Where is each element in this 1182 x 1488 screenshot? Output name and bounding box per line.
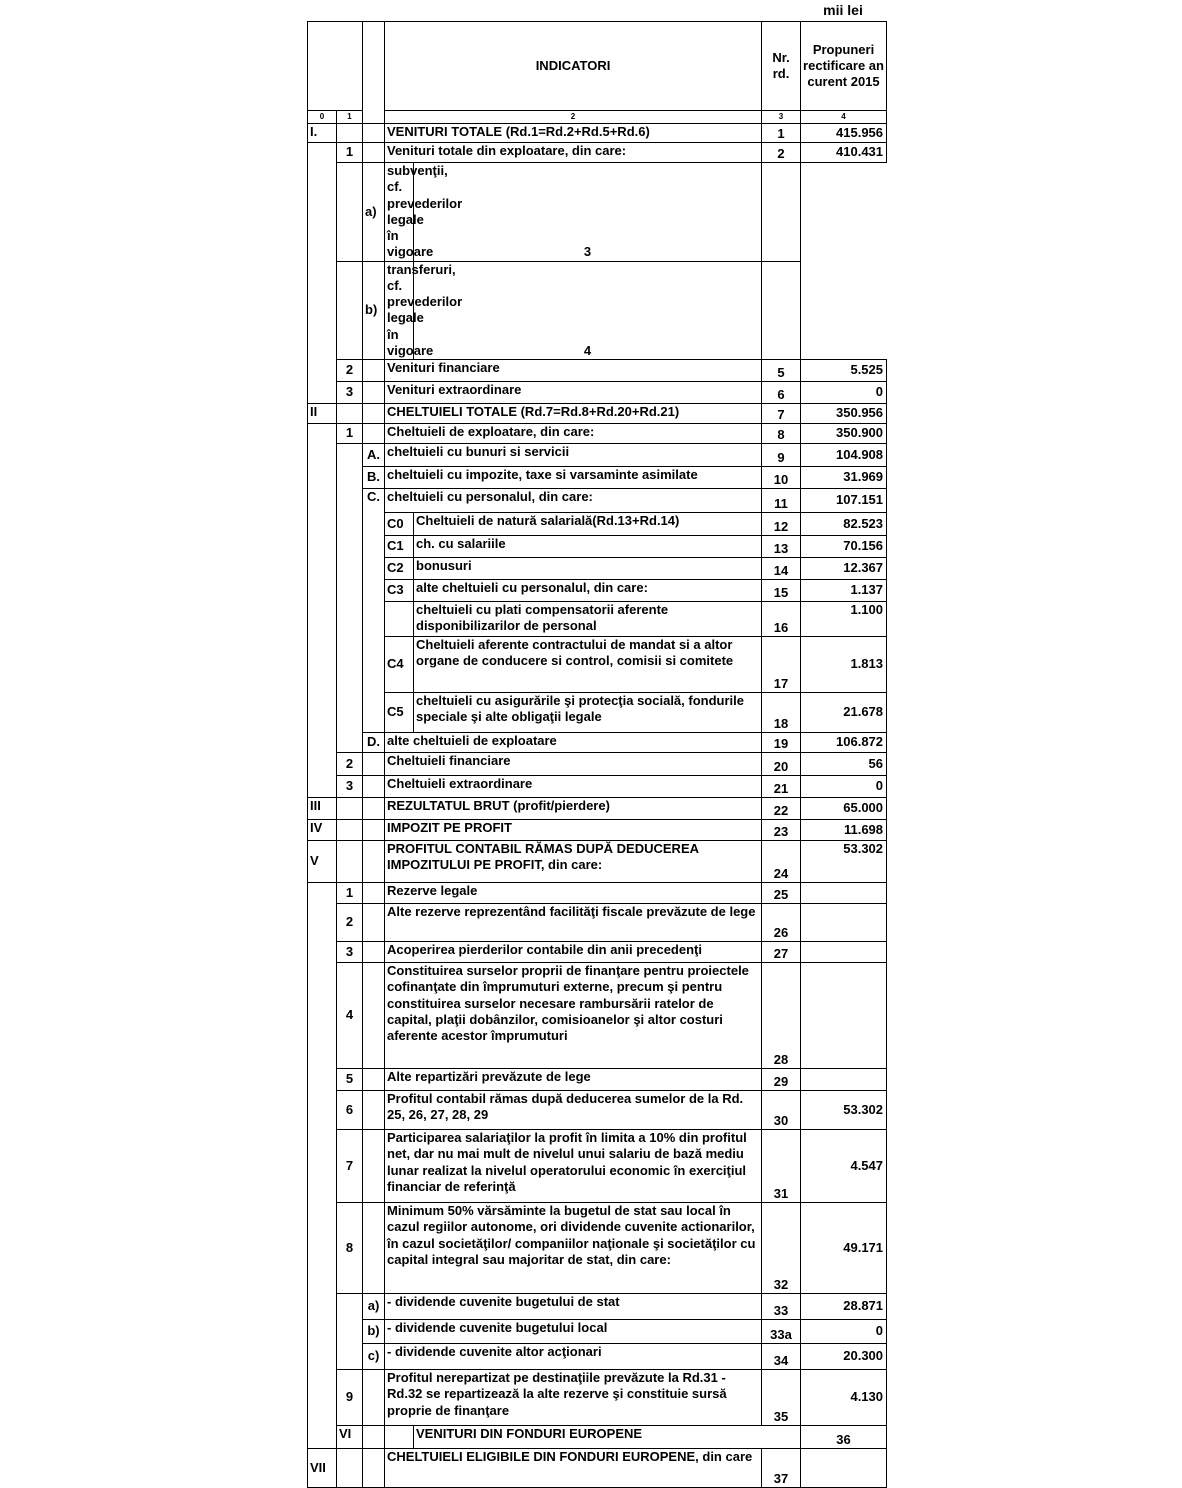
row-number: 19 <box>762 733 801 753</box>
indicator-label: Alte repartizări prevăzute de lege <box>385 1069 762 1091</box>
indicator-label: REZULTATUL BRUT (profit/pierdere) <box>385 798 762 820</box>
empty-cell <box>337 841 363 883</box>
indicator-label: CHELTUIELI TOTALE (Rd.7=Rd.8+Rd.20+Rd.21) <box>385 404 762 424</box>
table-row <box>308 1203 887 1294</box>
row-number: 37 <box>762 1449 801 1488</box>
indicator-label: - dividende cuvenite bugetului local <box>385 1320 762 1344</box>
indicator-label: Alte rezerve reprezentând facilităţi fiscale prevăzute de lege <box>385 904 762 942</box>
empty-cell <box>363 820 385 841</box>
row-value: 65.000 <box>801 798 887 820</box>
row-number: 1 <box>762 124 801 143</box>
indicator-label: cheltuieli cu asigurările şi protecţia socială, fondurile speciale şi alte obligaţii legale <box>414 693 762 733</box>
empty-cell <box>363 798 385 820</box>
row-value: 4.130 <box>801 1370 887 1426</box>
table-row <box>308 444 887 467</box>
row-value: 106.872 <box>801 733 887 753</box>
empty-cell <box>363 382 385 404</box>
indicator-label: Constituirea surselor proprii de finanţare pentru proiectele cofinanţate din împrumuturi externe, precum şi pentru constituirea surselor necesare rambursării ratelor de capital, plaţii dobânzilor, comisioanelor şi altor costuri aferente acestor împrumuturi <box>385 963 762 1069</box>
row-number: 10 <box>762 467 801 489</box>
table-row <box>308 261 887 360</box>
empty-cell <box>385 602 414 637</box>
indicator-label: Cheltuieli extraordinare <box>385 776 762 798</box>
row-value: 1.100 <box>801 602 887 637</box>
row-value: 410.431 <box>801 143 887 163</box>
table-row <box>308 883 887 904</box>
row-value: 5.525 <box>801 360 887 382</box>
table-row <box>308 1426 887 1449</box>
table-row <box>308 753 887 776</box>
row-value: 53.302 <box>801 841 887 883</box>
indicator-label: VENITURI DIN FONDURI EUROPENE <box>414 1426 801 1449</box>
roman-numeral: VI <box>337 1426 363 1449</box>
indicator-label: Profitul contabil rămas după deducerea sumelor de la Rd. 25, 26, 27, 28, 29 <box>385 1091 762 1130</box>
empty-cell <box>363 942 385 963</box>
row-value: 56 <box>801 753 887 776</box>
row-value <box>762 163 801 262</box>
header-propuneri: Propuneri rectificare an curent 2015 <box>801 22 887 111</box>
table-row <box>308 1320 887 1344</box>
row-number: 3 <box>414 163 762 262</box>
row-number: 31 <box>762 1130 801 1203</box>
row-value: 1.137 <box>801 580 887 602</box>
sub-number: 6 <box>337 1091 363 1130</box>
roman-numeral: V <box>308 841 337 883</box>
table-row <box>308 602 887 637</box>
row-number: 18 <box>762 693 801 733</box>
empty-cell <box>337 124 363 143</box>
row-code: B. <box>363 467 385 489</box>
empty-cell <box>363 1426 385 1449</box>
row-number: 5 <box>762 360 801 382</box>
row-value: 82.523 <box>801 513 887 536</box>
indicator-label: Venituri totale din exploatare, din care: <box>385 143 762 163</box>
indicator-label: Rezerve legale <box>385 883 762 904</box>
row-number: 24 <box>762 841 801 883</box>
empty-cell <box>363 143 385 163</box>
row-number: 21 <box>762 776 801 798</box>
empty-cell <box>363 841 385 883</box>
row-code: C1 <box>385 536 414 558</box>
row-value: 107.151 <box>801 489 887 513</box>
indicator-label: IMPOZIT PE PROFIT <box>385 820 762 841</box>
row-number: 16 <box>762 602 801 637</box>
column-number-blank <box>363 111 385 124</box>
indicator-label: Cheltuieli financiare <box>385 753 762 776</box>
sub-number: 2 <box>337 904 363 942</box>
table-row <box>308 1130 887 1203</box>
row-value: 11.698 <box>801 820 887 841</box>
row-value: 12.367 <box>801 558 887 580</box>
table-row <box>308 513 887 536</box>
sub-number: 5 <box>337 1069 363 1091</box>
row-code: b) <box>363 261 385 360</box>
row-value <box>762 261 801 360</box>
row-code: A. <box>363 444 385 467</box>
indicator-label: PROFITUL CONTABIL RĂMAS DUPĂ DEDUCEREA IMPOZITULUI PE PROFIT, din care: <box>385 841 762 883</box>
indicator-label: bonusuri <box>414 558 762 580</box>
unit-label: mii lei <box>823 2 863 18</box>
row-code: b) <box>363 1320 385 1344</box>
sub-number: 3 <box>337 942 363 963</box>
indicator-label: transferuri, cf. prevederilor legale în vigoare <box>385 261 414 360</box>
roman-numeral: I. <box>308 124 337 143</box>
sub-number: 2 <box>337 753 363 776</box>
row-value: 28.871 <box>801 1294 887 1320</box>
row-number: 12 <box>762 513 801 536</box>
roman-numeral: II <box>308 404 337 424</box>
indicator-label: Minimum 50% vărsăminte la bugetul de stat sau local în cazul regiilor autonome, ori dividende cuvenite actionarilor, în cazul societăţilor/ companiilor naţionale şi societăţilor cu capital integral sau majoritar de stat, din care: <box>385 1203 762 1294</box>
empty-cell <box>363 963 385 1069</box>
indicator-label: VENITURI TOTALE (Rd.1=Rd.2+Rd.5+Rd.6) <box>385 124 762 143</box>
row-value: 0 <box>801 382 887 404</box>
table-row <box>308 1370 887 1426</box>
column-number: 2 <box>385 111 762 124</box>
table-row <box>308 1069 887 1091</box>
indicator-label: CHELTUIELI ELIGIBILE DIN FONDURI EUROPENE, din care <box>385 1449 762 1488</box>
empty-cell <box>363 883 385 904</box>
row-code: D. <box>363 733 385 753</box>
row-value <box>801 904 887 942</box>
row-number: 6 <box>762 382 801 404</box>
row-value: 53.302 <box>801 1091 887 1130</box>
row-value: 21.678 <box>801 693 887 733</box>
table-row <box>308 536 887 558</box>
row-number: 33 <box>762 1294 801 1320</box>
row-number: 36 <box>801 1426 887 1449</box>
indicator-label: Profitul nerepartizat pe destinaţiile prevăzute la Rd.31 - Rd.32 se repartizează la alte rezerve şi constituie sursă proprie de finanţare <box>385 1370 762 1426</box>
indicator-label: - dividende cuvenite bugetului de stat <box>385 1294 762 1320</box>
row-number: 17 <box>762 637 801 693</box>
indicator-label: alte cheltuieli de exploatare <box>385 733 762 753</box>
indicator-label: Venituri extraordinare <box>385 382 762 404</box>
empty-cell <box>363 404 385 424</box>
table-row <box>308 904 887 942</box>
row-value <box>801 963 887 1069</box>
row-number: 4 <box>414 261 762 360</box>
header-blank-cell <box>308 22 363 111</box>
row-number: 33a <box>762 1320 801 1344</box>
empty-cell <box>308 424 337 798</box>
sub-number: 1 <box>337 883 363 904</box>
indicator-label: Cheltuieli de exploatare, din care: <box>385 424 762 444</box>
empty-cell <box>363 1069 385 1091</box>
table-row <box>308 360 887 382</box>
row-code: C3 <box>385 580 414 602</box>
empty-cell <box>363 124 385 143</box>
table-row <box>308 942 887 963</box>
empty-cell <box>337 404 363 424</box>
row-value <box>801 942 887 963</box>
row-value: 0 <box>801 776 887 798</box>
empty-cell <box>363 1091 385 1130</box>
sub-number: 1 <box>337 424 363 444</box>
sub-number: 3 <box>337 382 363 404</box>
column-number: 3 <box>762 111 801 124</box>
table-row <box>308 1344 887 1370</box>
table-row <box>308 558 887 580</box>
empty-cell <box>363 753 385 776</box>
row-code: C5 <box>385 693 414 733</box>
row-value <box>801 1449 887 1488</box>
header-row <box>308 22 887 111</box>
row-code: C4 <box>385 637 414 693</box>
roman-numeral: VII <box>308 1449 337 1488</box>
sub-number: 8 <box>337 1203 363 1294</box>
table-row <box>308 404 887 424</box>
row-code: c) <box>363 1344 385 1370</box>
sub-number: 4 <box>337 963 363 1069</box>
empty-cell <box>337 444 363 753</box>
empty-cell <box>385 1426 414 1449</box>
indicator-label: subvenţii, cf. prevederilor legale în vigoare <box>385 163 414 262</box>
table-row <box>308 124 887 143</box>
table-row <box>308 580 887 602</box>
sub-number: 3 <box>337 776 363 798</box>
empty-cell <box>337 1449 363 1488</box>
row-number: 26 <box>762 904 801 942</box>
row-number: 29 <box>762 1069 801 1091</box>
sub-number: 2 <box>337 360 363 382</box>
row-number: 22 <box>762 798 801 820</box>
row-number: 32 <box>762 1203 801 1294</box>
row-number: 25 <box>762 883 801 904</box>
table-row <box>308 143 887 163</box>
table-row <box>308 841 887 883</box>
indicator-label: cheltuieli cu plati compensatorii aferente disponibilizarilor de personal <box>414 602 762 637</box>
empty-cell <box>363 1130 385 1203</box>
indicator-label: Participarea salariaţilor la profit în limita a 10% din profitul net, dar nu mai mult de nivelul unui salariu de bază mediu lunar realizat la nivelul operatorului economic în exerciţiul financiar de referinţă <box>385 1130 762 1203</box>
empty-cell <box>363 1370 385 1426</box>
table-row <box>308 424 887 444</box>
row-value: 1.813 <box>801 637 887 693</box>
table-row <box>308 776 887 798</box>
table-row <box>308 637 887 693</box>
indicator-label: Acoperirea pierderilor contabile din anii precedenţi <box>385 942 762 963</box>
column-number: 0 <box>308 111 337 124</box>
indicator-label: Cheltuieli aferente contractului de mandat si a altor organe de conducere si control, comisii si comitete <box>414 637 762 693</box>
indicator-label: cheltuieli cu impozite, taxe si varsaminte asimilate <box>385 467 762 489</box>
column-number-row <box>308 111 887 124</box>
row-value: 31.969 <box>801 467 887 489</box>
row-number: 9 <box>762 444 801 467</box>
sub-number: 9 <box>337 1370 363 1426</box>
row-number: 11 <box>762 489 801 513</box>
row-number: 35 <box>762 1370 801 1426</box>
empty-cell <box>308 143 337 404</box>
row-value <box>801 1069 887 1091</box>
row-number: 30 <box>762 1091 801 1130</box>
row-value: 49.171 <box>801 1203 887 1294</box>
column-number: 4 <box>801 111 887 124</box>
header-nr-rd: Nr. rd. <box>762 22 801 111</box>
table-row <box>308 1091 887 1130</box>
row-number: 14 <box>762 558 801 580</box>
table-row <box>308 963 887 1069</box>
row-value: 350.956 <box>801 404 887 424</box>
row-value: 350.900 <box>801 424 887 444</box>
roman-numeral: III <box>308 798 337 820</box>
table-row <box>308 1294 887 1320</box>
header-indicatori: INDICATORI <box>385 22 762 111</box>
indicator-label: Venituri financiare <box>385 360 762 382</box>
table-row <box>308 733 887 753</box>
empty-cell <box>337 798 363 820</box>
header-blank-cell <box>363 22 385 111</box>
table-row <box>308 163 887 262</box>
empty-cell <box>363 424 385 444</box>
budget-table <box>307 21 887 1488</box>
row-number: 7 <box>762 404 801 424</box>
row-value <box>801 883 887 904</box>
row-value: 104.908 <box>801 444 887 467</box>
row-number: 15 <box>762 580 801 602</box>
row-number: 28 <box>762 963 801 1069</box>
row-code: a) <box>363 163 385 262</box>
indicator-label: alte cheltuieli cu personalul, din care: <box>414 580 762 602</box>
row-number: 23 <box>762 820 801 841</box>
row-code: a) <box>363 1294 385 1320</box>
table-row <box>308 693 887 733</box>
empty-cell <box>363 776 385 798</box>
row-number: 27 <box>762 942 801 963</box>
table-row <box>308 382 887 404</box>
sub-number: 1 <box>337 143 363 163</box>
empty-cell <box>337 261 363 360</box>
row-number: 2 <box>762 143 801 163</box>
empty-cell <box>337 820 363 841</box>
empty-cell <box>363 1203 385 1294</box>
table-row <box>308 820 887 841</box>
table-row <box>308 489 887 513</box>
indicator-label: cheltuieli cu personalul, din care: <box>385 489 762 513</box>
row-value: 4.547 <box>801 1130 887 1203</box>
column-number: 1 <box>337 111 363 124</box>
row-number: 20 <box>762 753 801 776</box>
table-row <box>308 798 887 820</box>
row-value: 70.156 <box>801 536 887 558</box>
row-number: 8 <box>762 424 801 444</box>
indicator-label: Cheltuieli de natură salarială(Rd.13+Rd.14) <box>414 513 762 536</box>
row-code: C0 <box>385 513 414 536</box>
row-value: 0 <box>801 1320 887 1344</box>
table-row <box>308 467 887 489</box>
row-code: C. <box>363 489 385 733</box>
table-row <box>308 1449 887 1488</box>
indicator-label: ch. cu salariile <box>414 536 762 558</box>
row-value: 20.300 <box>801 1344 887 1370</box>
empty-cell <box>337 1294 363 1370</box>
empty-cell <box>363 1449 385 1488</box>
empty-cell <box>363 360 385 382</box>
sub-number: 7 <box>337 1130 363 1203</box>
row-value: 415.956 <box>801 124 887 143</box>
row-code: C2 <box>385 558 414 580</box>
roman-numeral: IV <box>308 820 337 841</box>
empty-cell <box>337 163 363 262</box>
indicator-label: - dividende cuvenite altor acţionari <box>385 1344 762 1370</box>
empty-cell <box>308 883 337 1449</box>
indicator-label: cheltuieli cu bunuri si servicii <box>385 444 762 467</box>
row-number: 13 <box>762 536 801 558</box>
empty-cell <box>363 904 385 942</box>
row-number: 34 <box>762 1344 801 1370</box>
